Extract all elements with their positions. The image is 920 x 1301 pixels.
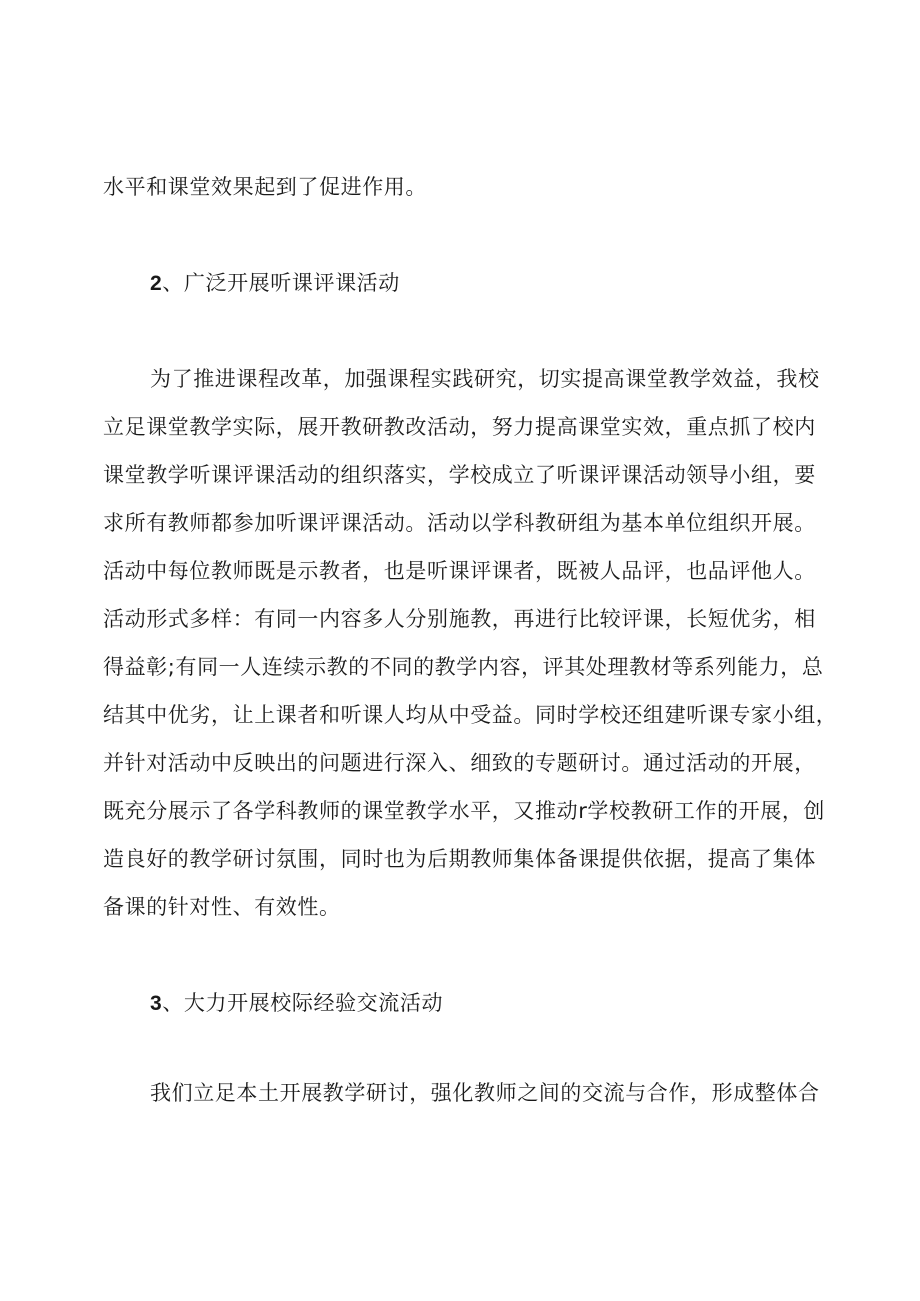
paragraph-line: 备课的针对性、有效性。 <box>103 895 341 919</box>
paragraph-line: 活动中每位教师既是示教者，也是听课评课者，既被人品评，也品评他人。 <box>103 559 816 583</box>
section-3-heading <box>150 988 443 1019</box>
paragraph-line: 立足课堂教学实际，展开教研教改活动，努力提高课堂实效，重点抓了校内 <box>103 415 816 439</box>
section-3-number: 3 <box>150 992 163 1015</box>
section-2-number: 2 <box>150 272 163 295</box>
paragraph-line: 并针对活动中反映出的问题进行深入、细致的专题研讨。通过活动的开展， <box>103 751 816 775</box>
paragraph-line: 活动形式多样：有同一内容多人分别施教，再进行比较评课，长短优劣，相 <box>103 607 816 631</box>
paragraph-line: 得益彰;有同一人连续示教的不同的教学内容，评其处理教材等系列能力，总 <box>103 655 824 679</box>
paragraph-line: 造良好的教学研讨氛围，同时也为后期教师集体备课提供依据，提高了集体 <box>103 847 816 871</box>
section-2-heading <box>150 268 400 299</box>
paragraph-line: 结其中优劣，让上课者和听课人均从中受益。同时学校还组建听课专家小组， <box>103 703 838 727</box>
continuation-paragraph: 水平和课堂效果起到了促进作用。 <box>103 175 427 199</box>
section-3-title: 、大力开展校际经验交流活动 <box>162 991 444 1015</box>
section-2-title: 、广泛开展听课评课活动 <box>162 271 400 295</box>
paragraph-line: 我们立足本土开展教学研讨，强化教师之间的交流与合作，形成整体合 <box>150 1081 820 1105</box>
paragraph-line: 课堂教学听课评课活动的组织落实，学校成立了听课评课活动领导小组，要 <box>103 463 816 487</box>
paragraph-line: 既充分展示了各学科教师的课堂教学水平，又推动r学校教研工作的开展，创 <box>103 799 826 823</box>
paragraph-line: 求所有教师都参加听课评课活动。活动以学科教研组为基本单位组织开展。 <box>103 511 816 535</box>
paragraph-line: 为了推进课程改革，加强课程实践研究，切实提高课堂教学效益，我校 <box>150 367 820 391</box>
